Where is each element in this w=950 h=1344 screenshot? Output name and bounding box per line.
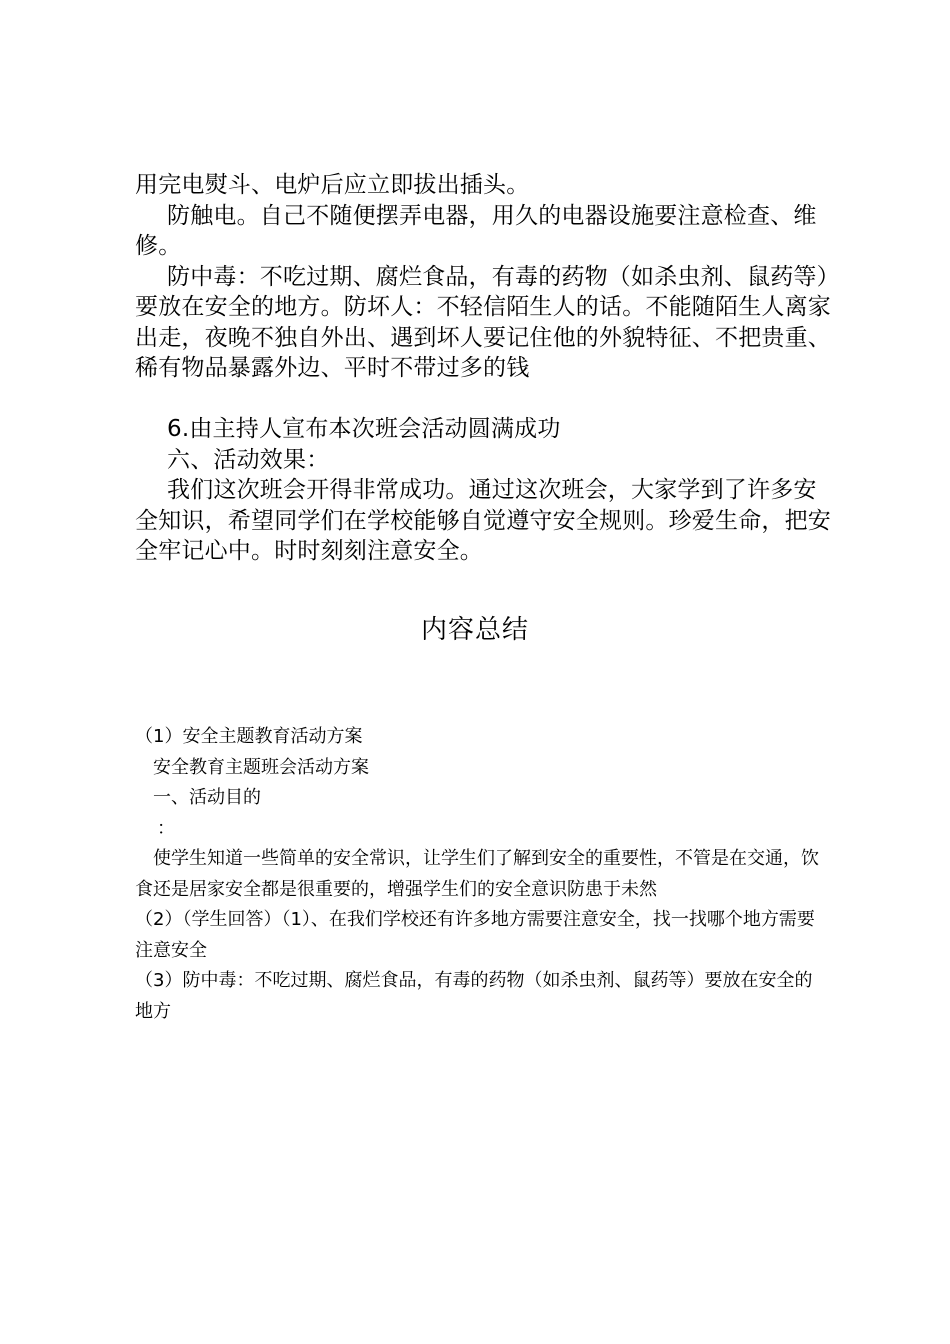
paragraph-unplug: 用完电熨斗、电炉后应立即拔出插头。 bbox=[135, 172, 530, 198]
paragraph-spacer bbox=[135, 384, 835, 415]
summary-line-2: 安全教育主题班会活动方案 bbox=[153, 756, 369, 778]
document-body bbox=[135, 170, 835, 567]
summary-line-4: ： bbox=[157, 817, 175, 839]
paragraph-effect: 我们这次班会开得非常成功。通过这次班会，大家学到了许多安全知识，希望同学们在学校能够自觉遵守安全规则。珍爱生命，把安全牢记心中。时时刻刻注意安全。 bbox=[135, 477, 831, 564]
paragraph-electric-shock: 防触电。自己不随便摆弄电器，用久的电器设施要注意检查、维修。 bbox=[135, 202, 817, 259]
summary-line-5: 使学生知道一些简单的安全常识，让学生们了解到安全的重要性，不管是在交通，饮食还是居家安全都是很重要的，增强学生们的安全意识防患于未然 bbox=[135, 848, 819, 900]
summary-body bbox=[135, 722, 825, 1027]
summary-title: 内容总结 bbox=[420, 615, 529, 645]
paragraph-poison-strangers: 防中毒：不吃过期、腐烂食品，有毒的药物（如杀虫剂、鼠药等）要放在安全的地方。防坏人：不轻信陌生人的话。不能随陌生人离家出走，夜晚不独自外出、遇到坏人要记住他的外貌特征、不把贵重、稀有物品暴露外边、平时不带过多的钱 bbox=[135, 263, 831, 381]
summary-line-3: 一、活动目的 bbox=[153, 787, 261, 808]
section-heading-effect: 六、活动效果： bbox=[167, 446, 330, 473]
summary-line-7: （3）防中毒：不吃过期、腐烂食品，有毒的药物（如杀虫剂、鼠药等）要放在安全的地方 bbox=[135, 970, 813, 1022]
paragraph-host-announce: 6.由主持人宣布本次班会活动圆满成功 bbox=[167, 416, 561, 442]
summary-line-6: （2）（学生回答）（1）、在我们学校还有许多地方需要注意安全，找一找哪个地方需要注意安全 bbox=[135, 909, 815, 961]
summary-line-1: （1）安全主题教育活动方案 bbox=[135, 726, 363, 747]
